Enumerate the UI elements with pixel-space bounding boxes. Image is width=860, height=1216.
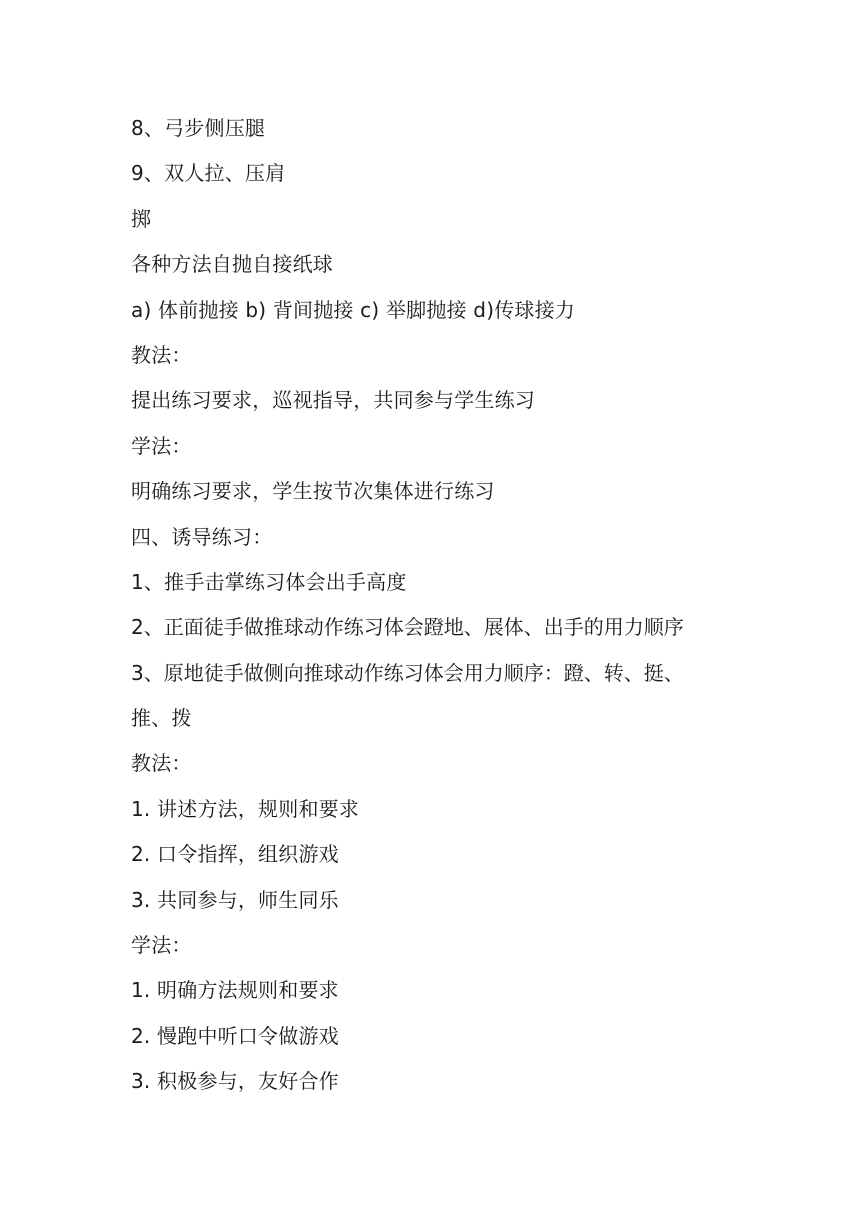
- list-item: 1. 明确方法规则和要求: [131, 978, 339, 1003]
- list-item: 2. 口令指挥，组织游戏: [131, 842, 339, 867]
- section-label: 学法：: [131, 433, 192, 458]
- text-line: 1、推手击掌练习体会出手高度: [131, 569, 407, 594]
- text-line: 9、双人拉、压肩: [131, 161, 286, 186]
- section-label: 教法：: [131, 342, 192, 367]
- document-body: [131, 113, 751, 1112]
- text-line: 各种方法自抛自接纸球: [131, 252, 333, 277]
- text-line: 掷: [131, 206, 152, 231]
- section-heading: 四、诱导练习：: [131, 524, 273, 549]
- section-label: 教法：: [131, 751, 192, 776]
- text-line: 明确练习要求，学生按节次集体进行练习: [131, 479, 495, 504]
- list-item: 3. 积极参与，友好合作: [131, 1069, 339, 1094]
- text-line: 8、弓步侧压腿: [131, 116, 266, 140]
- list-item: 1. 讲述方法，规则和要求: [131, 796, 360, 821]
- list-item: 2. 慢跑中听口令做游戏: [131, 1023, 339, 1048]
- text-line: 推、拨: [131, 706, 192, 731]
- section-label: 学法：: [131, 933, 192, 958]
- text-line: 2、正面徒手做推球动作练习体会蹬地、展体、出手的用力顺序: [131, 615, 684, 640]
- text-line: 提出练习要求，巡视指导，共同参与学生练习: [131, 388, 535, 413]
- text-line: 3、原地徒手做侧向推球动作练习体会用力顺序：蹬、转、挺、: [131, 660, 684, 685]
- text-line: a) 体前抛接 b) 背间抛接 c) 举脚抛接 d)传球接力: [131, 297, 575, 322]
- list-item: 3. 共同参与，师生同乐: [131, 887, 339, 912]
